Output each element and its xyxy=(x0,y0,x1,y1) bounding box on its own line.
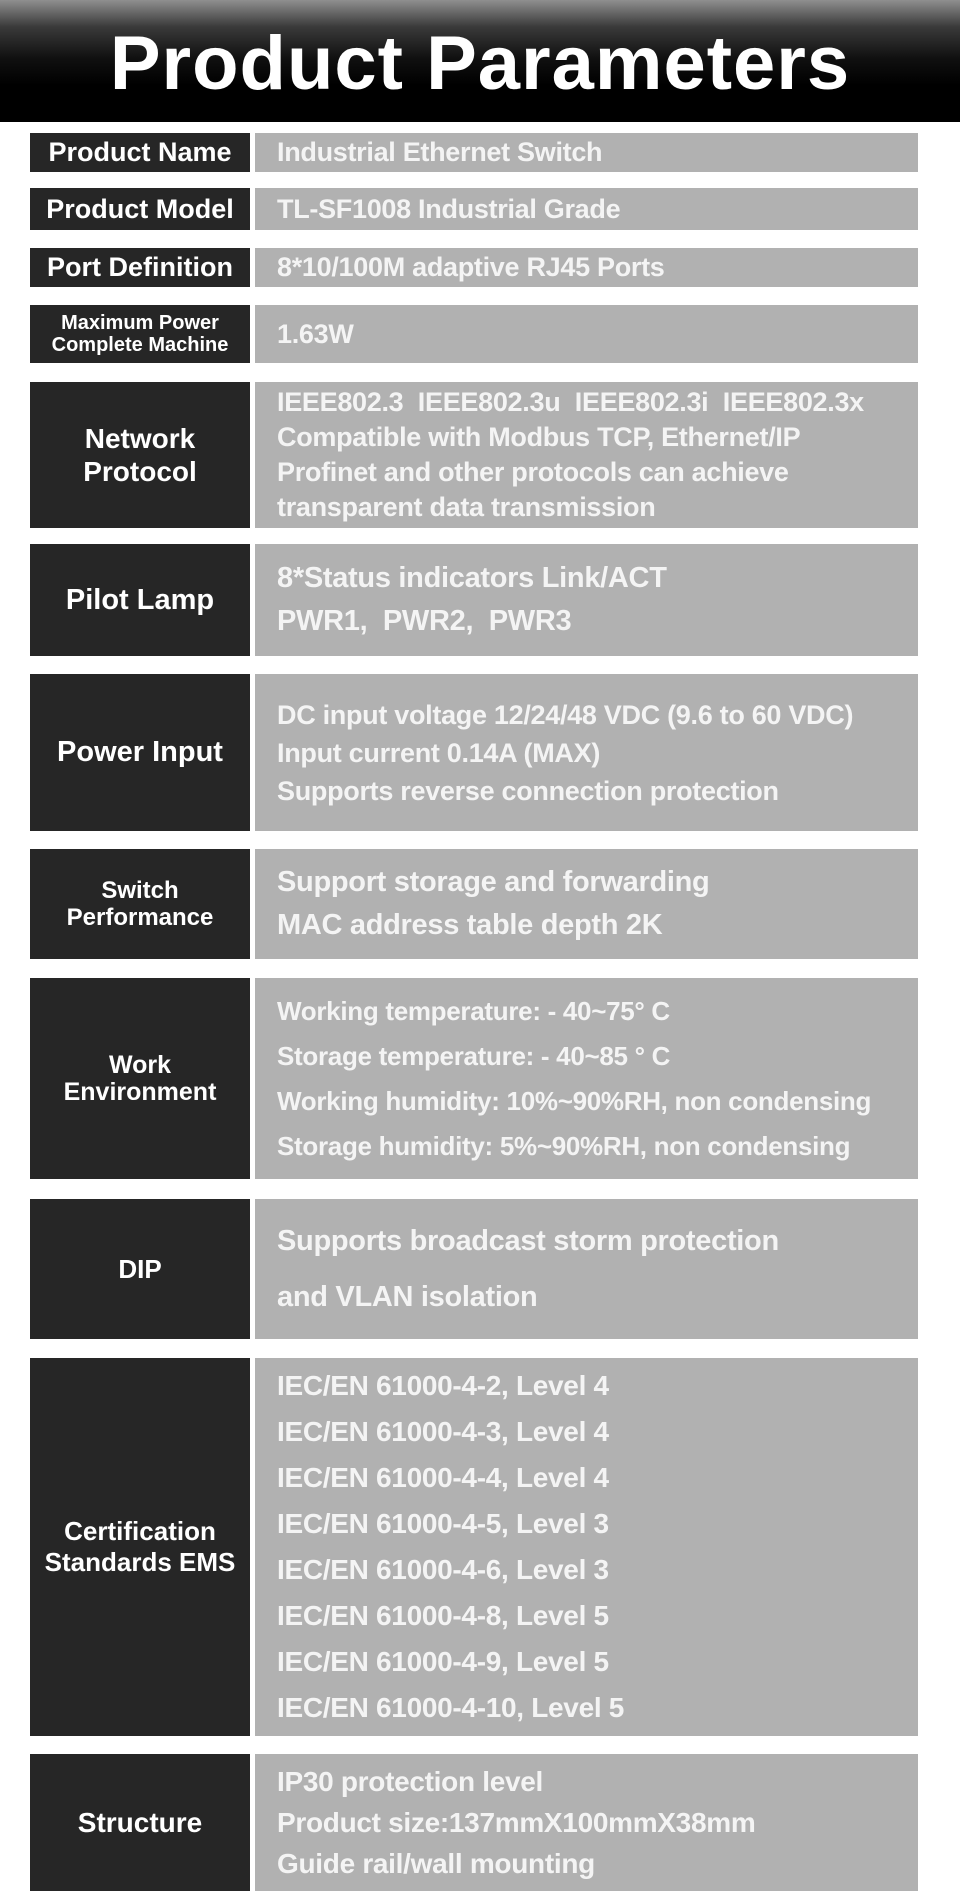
row-label-line: Work xyxy=(108,1050,172,1079)
row-label xyxy=(30,382,250,528)
row-value-line: 1.63W xyxy=(277,318,354,349)
row-label xyxy=(30,1358,250,1736)
row-value xyxy=(255,849,918,959)
row-value-line: MAC address table depth 2K xyxy=(277,909,663,941)
row-label xyxy=(30,133,250,172)
row-value-line: Support storage and forwarding xyxy=(277,866,710,898)
row-label-line: Complete Machine xyxy=(51,334,229,356)
row-value-line: IEC/EN 61000-4-4, Level 4 xyxy=(277,1462,609,1493)
table-row xyxy=(30,188,918,230)
table-row xyxy=(30,978,918,1179)
row-label-line: Pilot Lamp xyxy=(65,583,215,616)
row-value-line: IEC/EN 61000-4-6, Level 3 xyxy=(277,1554,609,1585)
row-label-line: Switch xyxy=(101,877,179,904)
row-value-line: IP30 protection level xyxy=(277,1766,544,1797)
row-value-line: Product size:137mmX100mmX38mm xyxy=(277,1807,756,1838)
row-label xyxy=(30,1754,250,1891)
row-value-line: IEC/EN 61000-4-8, Level 5 xyxy=(277,1600,609,1631)
row-value-line: IEC/EN 61000-4-2, Level 4 xyxy=(277,1370,609,1401)
row-value xyxy=(255,544,918,656)
row-value-line: IEC/EN 61000-4-3, Level 4 xyxy=(277,1416,609,1447)
row-value-line: IEC/EN 61000-4-10, Level 5 xyxy=(277,1692,625,1723)
row-value-line: Working humidity: 10%~90%RH, non condensing xyxy=(277,1085,872,1116)
row-value xyxy=(255,1754,918,1891)
row-value xyxy=(255,382,918,528)
row-label xyxy=(30,305,250,363)
page-title: Product Parameters xyxy=(109,20,851,106)
table-row xyxy=(30,544,918,656)
row-value-line: 8*Status indicators Link/ACT xyxy=(277,562,667,594)
row-value-line: IEC/EN 61000-4-5, Level 3 xyxy=(277,1508,609,1539)
row-label xyxy=(30,248,250,287)
row-value-line: Supports broadcast storm protection xyxy=(277,1225,779,1257)
row-value xyxy=(255,133,918,172)
row-value-line: transparent data transmission xyxy=(277,492,656,522)
row-label-line: Product Name xyxy=(48,137,232,167)
row-value xyxy=(255,188,918,230)
row-value-line: PWR1, PWR2, PWR3 xyxy=(277,605,572,637)
row-value-line: Compatible with Modbus TCP, Ethernet/IP xyxy=(277,422,801,452)
row-value-line: Supports reverse connection protection xyxy=(277,775,779,806)
row-value xyxy=(255,978,918,1179)
row-label-line: Protocol xyxy=(83,456,197,487)
row-label-line: Network xyxy=(84,423,196,454)
row-value-line: IEEE802.3 IEEE802.3u IEEE802.3i IEEE802.3x xyxy=(277,387,864,417)
table-row xyxy=(30,248,918,287)
table-row xyxy=(30,1754,918,1891)
table-row xyxy=(30,674,918,831)
row-value xyxy=(255,248,918,287)
row-value xyxy=(255,674,918,831)
row-value-line: Input current 0.14A (MAX) xyxy=(277,737,601,768)
row-label-line: Port Definition xyxy=(47,252,233,282)
row-value-line: IEC/EN 61000-4-9, Level 5 xyxy=(277,1646,609,1677)
row-label xyxy=(30,544,250,656)
row-label-line: Structure xyxy=(77,1806,203,1838)
row-label-line: Standards EMS xyxy=(44,1547,236,1577)
header-banner xyxy=(0,0,960,122)
row-value xyxy=(255,1199,918,1339)
row-value xyxy=(255,305,918,363)
table-row xyxy=(30,1199,918,1339)
row-label-line: DIP xyxy=(118,1253,162,1284)
row-value-line: Guide rail/wall mounting xyxy=(277,1848,595,1879)
row-label-line: Power Input xyxy=(57,736,223,768)
row-label xyxy=(30,1199,250,1339)
row-label-line: Product Model xyxy=(46,193,234,224)
row-label xyxy=(30,849,250,959)
row-label xyxy=(30,674,250,831)
row-value-line: Industrial Ethernet Switch xyxy=(277,137,603,167)
row-value-line: Storage temperature: - 40~85 ° C xyxy=(277,1040,671,1071)
row-value-line: and VLAN isolation xyxy=(277,1281,538,1313)
table-row xyxy=(30,382,918,528)
row-label xyxy=(30,188,250,230)
row-value-line: DC input voltage 12/24/48 VDC (9.6 to 60 VDC) xyxy=(277,699,854,730)
row-label-line: Maximum Power xyxy=(61,312,219,334)
row-value-line: Profinet and other protocols can achieve xyxy=(277,457,789,487)
row-value-line: 8*10/100M adaptive RJ45 Ports xyxy=(277,252,665,282)
table-row xyxy=(30,1358,918,1736)
parameters-table xyxy=(30,133,918,1891)
row-label-line: Certification xyxy=(64,1516,216,1546)
table-row xyxy=(30,133,918,172)
row-value-line: Working temperature: - 40~75° C xyxy=(277,995,670,1026)
table-row xyxy=(30,305,918,363)
table-row xyxy=(30,849,918,959)
row-label-line: Performance xyxy=(66,904,214,931)
row-label xyxy=(30,978,250,1179)
row-value-line: TL-SF1008 Industrial Grade xyxy=(277,193,621,224)
row-label-line: Environment xyxy=(63,1077,217,1106)
row-value-line: Storage humidity: 5%~90%RH, non condensing xyxy=(277,1130,851,1161)
row-value xyxy=(255,1358,918,1736)
